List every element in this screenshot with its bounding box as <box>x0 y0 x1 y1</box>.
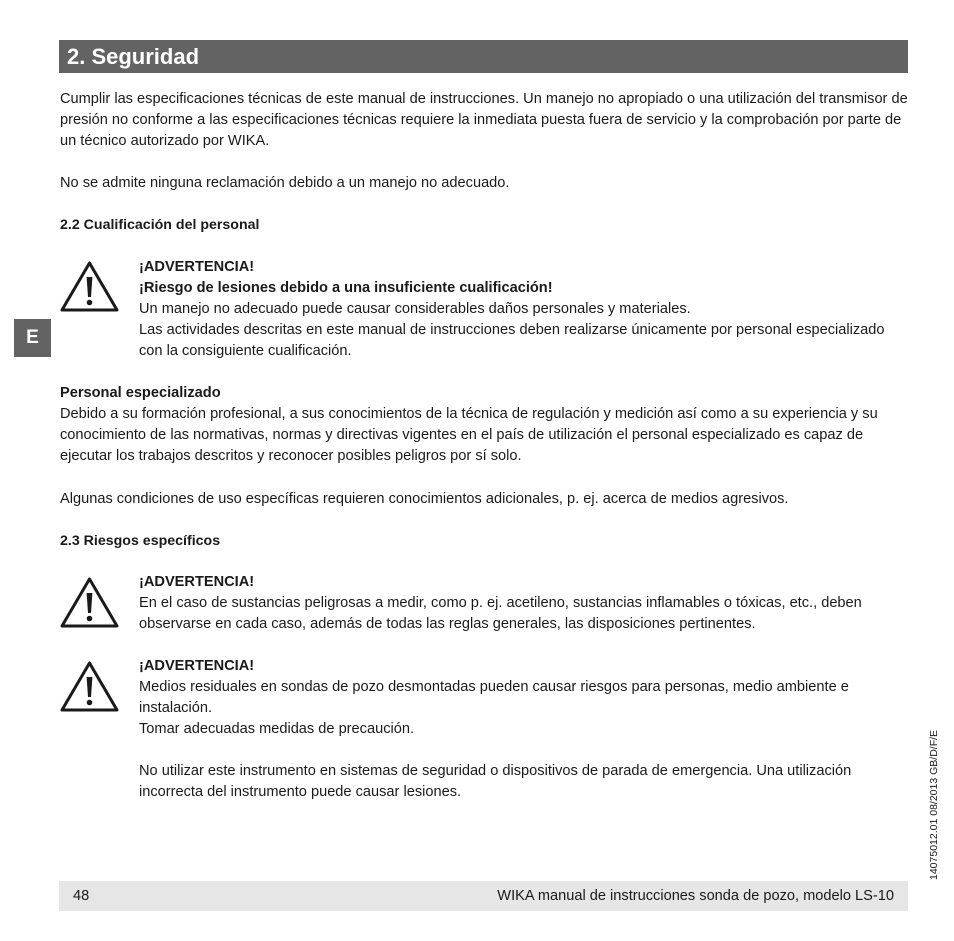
staff-paragraph: Debido a su formación profesional, a sus conocimientos de la técnica de regulación y medición así como a su experiencia y su conocimiento de las normativas, normas y directivas vigentes en el país de utilización el personal especializado es capaz de ejecutar los trabajos descritos y reconocer posibles peligros por sí solo. <box>60 406 878 464</box>
warning-title: ¡ADVERTENCIA! <box>139 658 255 674</box>
risks-heading: 2.3 Riesgos específicos <box>60 533 221 549</box>
warning-text: No utilizar este instrumento en sistemas de seguridad o dispositivos de parada de emergencia. Una utilización incorrecta del instrumento puede causar lesiones. <box>139 763 852 800</box>
staff-heading: Personal especializado <box>60 385 221 401</box>
warning-triangle-icon <box>59 659 120 713</box>
warning-text: Las actividades descritas en este manual de instrucciones deben realizarse únicamente por personal especializado con la consiguiente cualificación. <box>139 322 885 359</box>
warning-subtitle: ¡Riesgo de lesiones debido a una insuficiente cualificación! <box>139 280 553 296</box>
hazardous-media-warning <box>139 572 908 635</box>
page-footer <box>59 881 908 911</box>
warning-title: ¡ADVERTENCIA! <box>139 259 255 275</box>
warning-text: Un manejo no adecuado puede causar considerables daños personales y materiales. <box>139 301 691 317</box>
warning-text: Tomar adecuadas medidas de precaución. <box>139 721 415 737</box>
residual-media-warning <box>139 656 908 803</box>
section-title: 2. Seguridad <box>59 40 908 73</box>
warning-triangle-icon <box>59 259 120 313</box>
warning-title: ¡ADVERTENCIA! <box>139 574 255 590</box>
conditions-paragraph: Algunas condiciones de uso específicas requieren conocimientos adicionales, p. ej. acerca de medios agresivos. <box>60 491 789 507</box>
warning-text: En el caso de sustancias peligrosas a medir, como p. ej. acetileno, sustancias inflamables o tóxicas, etc., deben observarse en cada caso, además de todas las reglas generales, las disposiciones pertinentes. <box>139 595 862 632</box>
warning-text: Medios residuales en sondas de pozo desmontadas pueden causar riesgos para personas, medio ambiente e instalación. <box>139 679 849 716</box>
document-code: 14075012.01 08/2013 GB/D/F/E <box>928 729 940 880</box>
footer-document-title: WIKA manual de instrucciones sonda de pozo, modelo LS-10 <box>497 887 894 904</box>
qualification-warning <box>139 257 908 362</box>
qualification-heading: 2.2 Cualificación del personal <box>60 217 260 233</box>
language-tab: E <box>14 319 51 357</box>
intro-paragraph: Cumplir las especificaciones técnicas de este manual de instrucciones. Un manejo no apropiado o una utilización del transmisor de presión no conforme a las especificaciones técnicas requiere la inmediata puesta fuera de servicio y la comprobación por parte de un técnico autorizado por WIKA. <box>60 91 908 149</box>
page-number: 48 <box>73 887 90 904</box>
no-claims-paragraph: No se admite ninguna reclamación debido a un manejo no adecuado. <box>60 175 510 191</box>
warning-triangle-icon <box>59 575 120 629</box>
